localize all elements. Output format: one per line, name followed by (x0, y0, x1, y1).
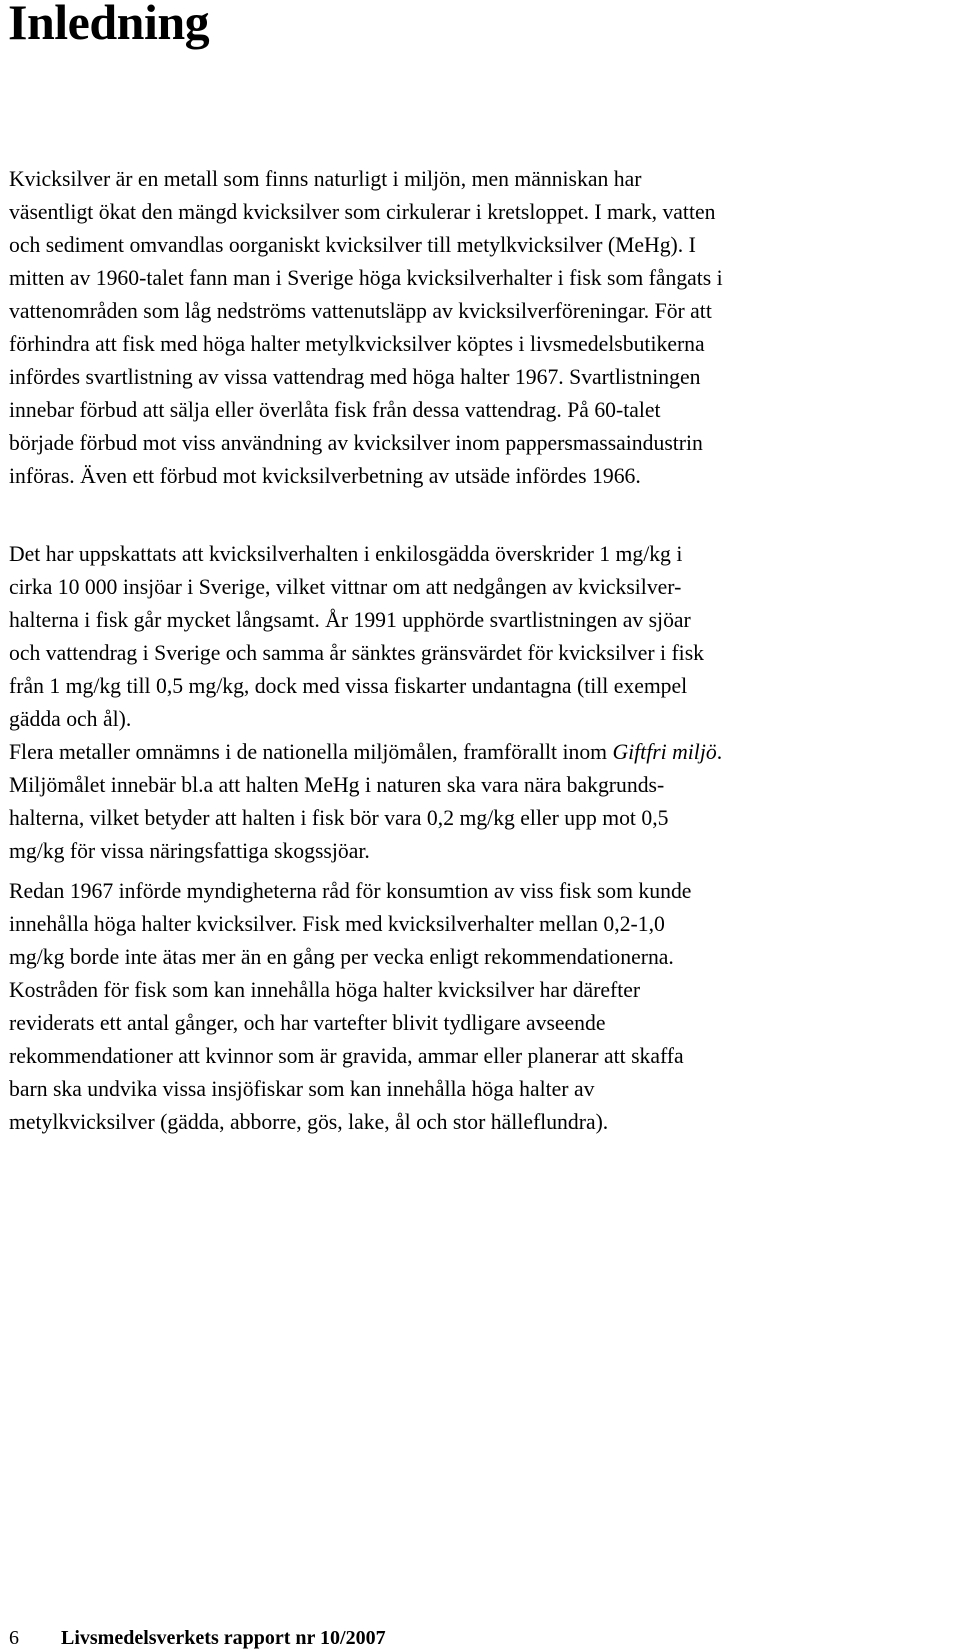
text-line: vattenområden som låg nedströms vattenutsläpp av kvicksilverföreningar. För att (9, 299, 712, 323)
report-title: Livsmedelsverkets rapport nr 10/2007 (61, 1627, 386, 1649)
text-line: och sediment omvandlas oorganiskt kvicksilver till metylkvicksilver (MeHg). I (9, 233, 696, 257)
text-line: innehålla höga halter kvicksilver. Fisk med kvicksilverhalter mellan 0,2-1,0 (9, 912, 665, 936)
text-line: cirka 10 000 insjöar i Sverige, vilket vittnar om att nedgången av kvicksilver- (9, 575, 682, 599)
text-line: införas. Även ett förbud mot kvicksilverbetning av utsäde infördes 1966. (9, 464, 641, 488)
text-segment: . (716, 740, 723, 764)
text-line: reviderats ett antal gånger, och har vartefter blivit tydligare avseende (9, 1011, 606, 1035)
text-line: Kostråden för fisk som kan innehålla höga halter kvicksilver har därefter (9, 978, 641, 1002)
text-line: från 1 mg/kg till 0,5 mg/kg, dock med vissa fiskarter undantagna (till exempel (9, 674, 688, 698)
text-line: barn ska undvika vissa insjöfiskar som kan innehålla höga halter av (9, 1077, 595, 1101)
text-line: väsentligt ökat den mängd kvicksilver som cirkulerar i kretsloppet. I mark, vatten (9, 200, 716, 224)
page-number: 6 (9, 1627, 19, 1649)
text-line: mitten av 1960-talet fann man i Sverige höga kvicksilverhalter i fisk som fångats i (9, 266, 723, 290)
paragraph-levels (9, 538, 939, 868)
text-line: Kvicksilver är en metall som finns naturligt i miljön, men människan har (9, 167, 642, 191)
emphasis-text: Giftfri miljö (612, 740, 717, 764)
page-title: Inledning (8, 0, 210, 50)
text-line: och vattendrag i Sverige och samma år sänktes gränsvärdet för kvicksilver i fisk (9, 641, 704, 665)
text-line: halterna, vilket betyder att halten i fisk bör vara 0,2 mg/kg eller upp mot 0,5 (9, 806, 669, 830)
page-footer (9, 1626, 386, 1650)
text-line: mg/kg för vissa näringsfattiga skogssjöar. (9, 839, 370, 863)
paragraph-intro (9, 163, 939, 493)
text-line: gädda och ål). (9, 707, 132, 731)
text-line: infördes svartlistning av vissa vattendrag med höga halter 1967. Svartlistningen (9, 365, 701, 389)
text-line: förhindra att fisk med höga halter metylkvicksilver köptes i livsmedelsbutikerna (9, 332, 705, 356)
text-line: rekommendationer att kvinnor som är gravida, ammar eller planerar att skaffa (9, 1044, 684, 1068)
text-line: innebar förbud att sälja eller överlåta fisk från dessa vattendrag. På 60-talet (9, 398, 661, 422)
text-line: metylkvicksilver (gädda, abborre, gös, lake, ål och stor hälleflundra). (9, 1110, 609, 1134)
paragraph-advice (9, 875, 939, 1139)
text-line: Det har uppskattats att kvicksilverhalten i enkilosgädda överskrider 1 mg/kg i (9, 542, 683, 566)
text-line: Redan 1967 införde myndigheterna råd för konsumtion av viss fisk som kunde (9, 879, 692, 903)
text-line: Miljömålet innebär bl.a att halten MeHg i naturen ska vara nära bakgrunds- (9, 773, 665, 797)
text-line: mg/kg borde inte ätas mer än en gång per vecka enligt rekommendationerna. (9, 945, 674, 969)
text-line-mixed (9, 736, 939, 769)
text-segment: Flera metaller omnämns i de nationella miljömålen, framförallt inom (9, 740, 613, 764)
text-line: började förbud mot viss användning av kvicksilver inom pappersmassaindustrin (9, 431, 703, 455)
text-line: halterna i fisk går mycket långsamt. År 1991 upphörde svartlistningen av sjöar (9, 608, 691, 632)
